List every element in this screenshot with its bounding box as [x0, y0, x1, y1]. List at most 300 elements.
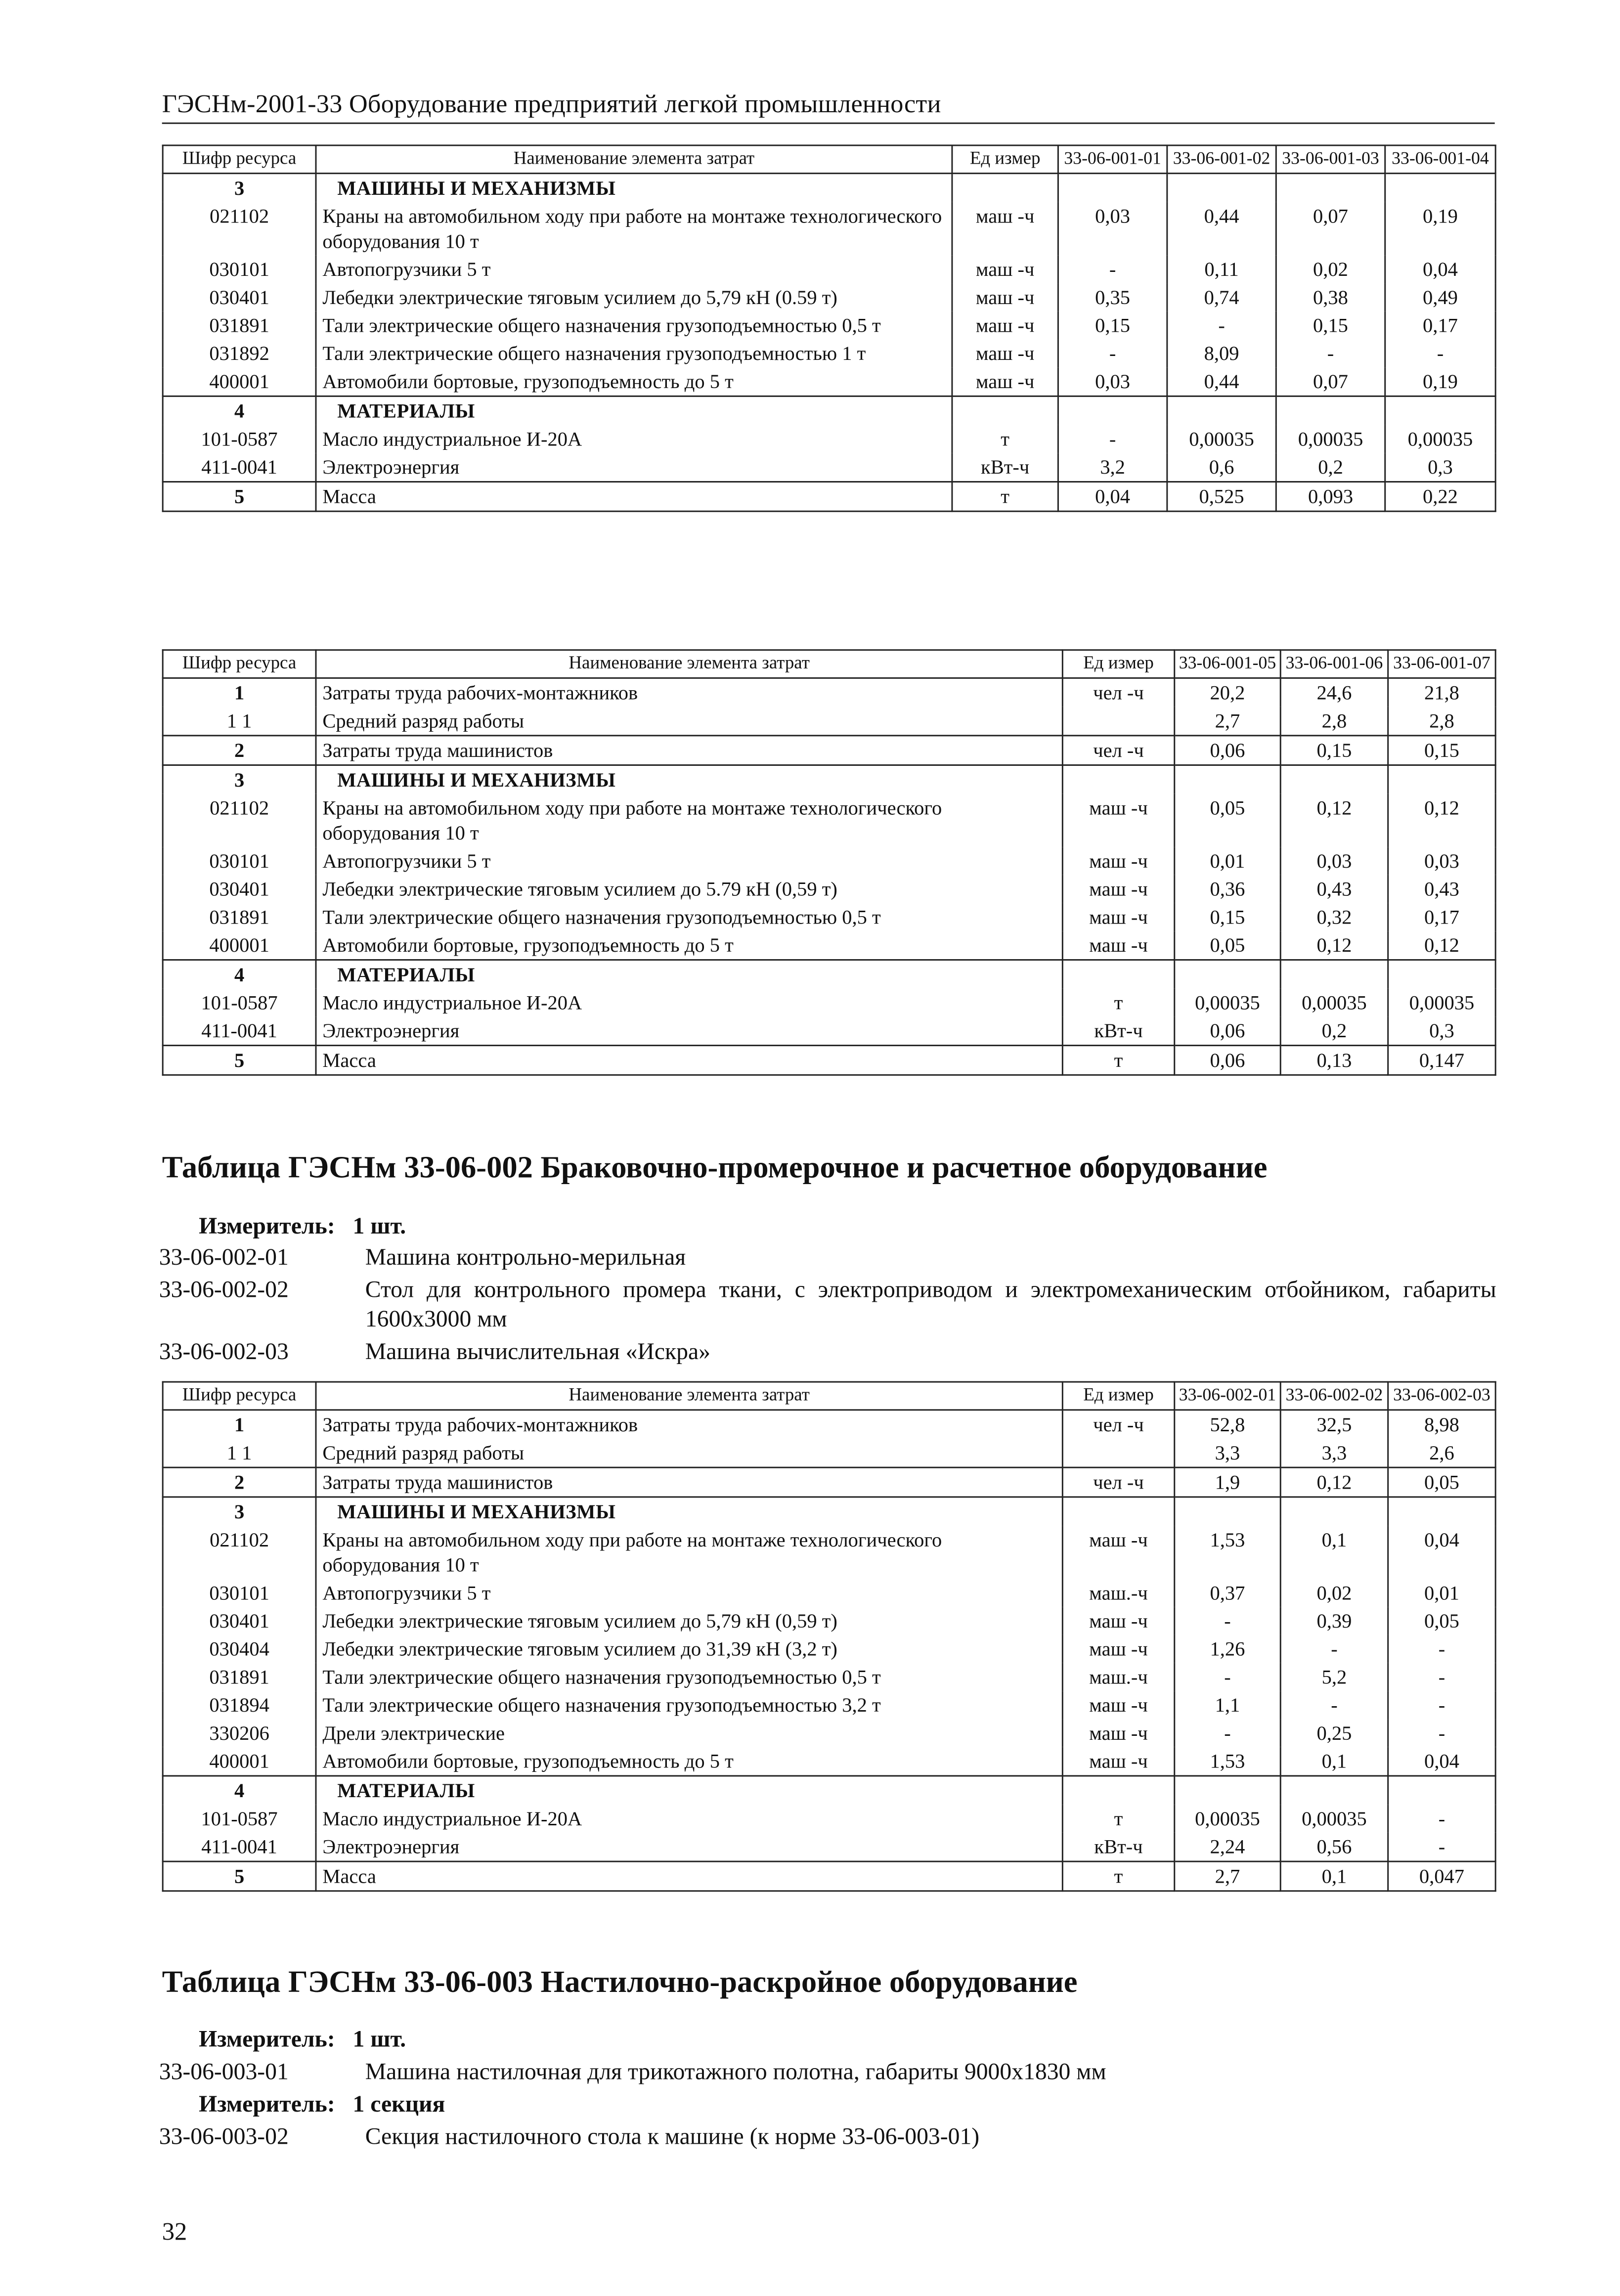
resource-code: 5: [163, 1861, 316, 1891]
resource-code: 030401: [163, 1606, 316, 1634]
norm-value: 0,15: [1388, 735, 1495, 764]
norm-value: 0,12: [1388, 930, 1495, 959]
cost-element-name: Тали электрические общего назначения грузоподъемностью 3,2 т: [316, 1690, 1062, 1719]
empty-cell: [1062, 959, 1174, 988]
norm-value: 0,04: [1388, 1746, 1495, 1775]
norm-value: 0,2: [1276, 452, 1385, 481]
norm-value: 0,17: [1385, 310, 1495, 339]
group-row: [163, 1775, 1495, 1804]
cost-element-name: Затраты труда машинистов: [316, 1467, 1062, 1497]
header-name: Наименование элемента затрат: [316, 1382, 1062, 1409]
table-row: [163, 481, 1495, 511]
cost-element-name: Электроэнергия: [316, 452, 952, 481]
meter-002: [199, 1213, 406, 1242]
resource-code: 3: [163, 764, 316, 793]
norm-value: 0,38: [1276, 283, 1385, 311]
norm-value: 0,56: [1280, 1832, 1388, 1860]
norm-value: 0,03: [1388, 846, 1495, 875]
running-header: [162, 86, 1495, 124]
group-name: МАШИНЫ И МЕХАНИЗМЫ: [316, 764, 1062, 793]
norm-value: 0,00035: [1167, 424, 1276, 452]
resource-code: 031891: [163, 310, 316, 339]
empty-cell: [1058, 173, 1167, 201]
norm-value: 2,8: [1280, 706, 1388, 735]
resource-table-001-a-body: [163, 145, 1495, 511]
cost-element-name: Тали электрические общего назначения грузоподъемностью 0,5 т: [316, 1662, 1062, 1690]
norm-value: -: [1058, 424, 1167, 452]
norm-value: 0,03: [1058, 201, 1167, 254]
norm-value: 0,13: [1280, 1045, 1388, 1074]
resource-code: 101-0587: [163, 1804, 316, 1832]
norm-value: 0,00035: [1276, 424, 1385, 452]
unit-cell: маш -ч: [952, 201, 1058, 254]
norm-value: 0,12: [1280, 1467, 1388, 1497]
norm-value: 0,05: [1175, 793, 1280, 846]
table-row: [163, 1634, 1495, 1662]
norm-value: -: [1388, 1832, 1495, 1860]
norm-value: -: [1388, 1662, 1495, 1690]
table-row: [163, 1045, 1495, 1074]
meter-003-b-label: Измеритель:: [199, 2092, 335, 2118]
empty-cell: [1167, 396, 1276, 424]
unit-cell: т: [952, 481, 1058, 511]
norm-value: 0,01: [1388, 1578, 1495, 1606]
table-row: [163, 1861, 1495, 1891]
norm-value: -: [1175, 1719, 1280, 1747]
norm-code: 33-06-002-02: [159, 1278, 289, 1303]
norm-value: 32,5: [1280, 1409, 1388, 1438]
table-row: [163, 1719, 1495, 1747]
header-norm-col: 33-06-001-04: [1385, 145, 1495, 173]
norm-code: 33-06-002-01: [159, 1245, 289, 1271]
table-row: [163, 846, 1495, 875]
cost-element-name: Масло индустриальное И-20А: [316, 424, 952, 452]
resource-table-001-b: [162, 649, 1496, 1075]
table-row: [163, 902, 1495, 930]
unit-cell: маш -ч: [1062, 902, 1174, 930]
norm-value: 0,12: [1280, 930, 1388, 959]
unit-cell: маш -ч: [1062, 874, 1174, 902]
norm-value: 2,6: [1388, 1438, 1495, 1466]
resource-table-002-body: [163, 1382, 1495, 1890]
unit-cell: т: [1062, 988, 1174, 1016]
unit-cell: маш.-ч: [1062, 1578, 1174, 1606]
table-row: [163, 930, 1495, 959]
empty-cell: [1175, 1775, 1280, 1804]
norm-value: 0,43: [1388, 874, 1495, 902]
resource-code: 5: [163, 481, 316, 511]
group-name: МАШИНЫ И МЕХАНИЗМЫ: [316, 173, 952, 201]
table-row: [163, 1606, 1495, 1634]
group-row: [163, 173, 1495, 201]
norm-value: 0,1: [1280, 1746, 1388, 1775]
resource-code: 031891: [163, 902, 316, 930]
resource-code: 1: [163, 677, 316, 706]
header-row: [163, 145, 1495, 173]
norm-value: 0,32: [1280, 902, 1388, 930]
norm-value: 0,00035: [1280, 988, 1388, 1016]
norm-code: 33-06-003-02: [159, 2124, 289, 2150]
norm-value: 0,1: [1280, 1861, 1388, 1891]
resource-code: 021102: [163, 201, 316, 254]
unit-cell: [1062, 1438, 1174, 1466]
norm-value: 0,17: [1388, 902, 1495, 930]
section-title-002: Таблица ГЭСНм 33-06-002 Браковочно-промерочное и расчетное оборудование: [162, 1149, 1268, 1185]
norm-value: 2,8: [1388, 706, 1495, 735]
group-row: [163, 1496, 1495, 1525]
resource-code: 3: [163, 1496, 316, 1525]
norm-value: 0,00035: [1388, 988, 1495, 1016]
table-row: [163, 255, 1495, 283]
norm-value: 3,3: [1280, 1438, 1388, 1466]
resource-table-001-a: [162, 144, 1496, 511]
empty-cell: [1388, 1775, 1495, 1804]
header-norm-col: 33-06-001-05: [1175, 650, 1280, 677]
norm-value: 0,02: [1276, 255, 1385, 283]
cost-element-name: Тали электрические общего назначения грузоподъемностью 0,5 т: [316, 310, 952, 339]
norm-value: 3,2: [1058, 452, 1167, 481]
norm-text: Машина настилочная для трикотажного полотна, габариты 9000х1830 мм: [365, 2060, 1106, 2085]
cost-element-name: Автопогрузчики 5 т: [316, 846, 1062, 875]
norm-code: 33-06-003-01: [159, 2060, 289, 2085]
unit-cell: маш -ч: [1062, 1719, 1174, 1747]
meter-002-value: 1 шт.: [352, 1214, 406, 1240]
resource-code: 030404: [163, 1634, 316, 1662]
table-row: [163, 310, 1495, 339]
norm-value: 0,05: [1388, 1606, 1495, 1634]
unit-cell: чел -ч: [1062, 1409, 1174, 1438]
cost-element-name: Автопогрузчики 5 т: [316, 1578, 1062, 1606]
cost-element-name: Масса: [316, 1045, 1062, 1074]
cost-element-name: Электроэнергия: [316, 1016, 1062, 1045]
unit-cell: маш -ч: [952, 310, 1058, 339]
norm-text: Машина вычислительная «Искра»: [365, 1340, 710, 1365]
resource-code: 030101: [163, 255, 316, 283]
norm-value: 0,06: [1175, 1045, 1280, 1074]
norm-value: -: [1058, 255, 1167, 283]
header-norm-col: 33-06-002-03: [1388, 1382, 1495, 1409]
norm-value: 21,8: [1388, 677, 1495, 706]
unit-cell: [1062, 706, 1174, 735]
norm-value: 0,047: [1388, 1861, 1495, 1891]
norm-value: 0,04: [1058, 481, 1167, 511]
resource-code: 031894: [163, 1690, 316, 1719]
table-row: [163, 283, 1495, 311]
empty-cell: [1385, 173, 1495, 201]
norm-value: 52,8: [1175, 1409, 1280, 1438]
group-name: МАТЕРИАЛЫ: [316, 959, 1062, 988]
empty-cell: [1388, 959, 1495, 988]
resource-code: 2: [163, 735, 316, 764]
header-unit: Ед измер: [1062, 650, 1174, 677]
meter-002-label: Измеритель:: [199, 1214, 335, 1240]
norm-value: -: [1388, 1719, 1495, 1747]
norm-value: 0,15: [1175, 902, 1280, 930]
norm-value: 8,09: [1167, 339, 1276, 367]
norm-value: -: [1385, 339, 1495, 367]
norm-value: 0,07: [1276, 201, 1385, 254]
cost-element-name: Масло индустриальное И-20А: [316, 1804, 1062, 1832]
empty-cell: [1280, 1775, 1388, 1804]
header-code: Шифр ресурса: [163, 650, 316, 677]
norm-value: 20,2: [1175, 677, 1280, 706]
resource-code: 1: [163, 1409, 316, 1438]
norm-value: 0,00035: [1175, 988, 1280, 1016]
header-code: Шифр ресурса: [163, 145, 316, 173]
norm-value: 0,12: [1388, 793, 1495, 846]
unit-cell: маш -ч: [952, 255, 1058, 283]
resource-table-001-b-body: [163, 650, 1495, 1074]
group-row: [163, 959, 1495, 988]
norm-value: 0,49: [1385, 283, 1495, 311]
table-row: [163, 874, 1495, 902]
norm-value: -: [1388, 1690, 1495, 1719]
empty-cell: [1062, 764, 1174, 793]
norm-value: -: [1175, 1662, 1280, 1690]
unit-cell: маш -ч: [1062, 1746, 1174, 1775]
norm-value: 0,43: [1280, 874, 1388, 902]
empty-cell: [1175, 959, 1280, 988]
table-row: [163, 1409, 1495, 1438]
cost-element-name: Автомобили бортовые, грузоподъемность до 5 т: [316, 930, 1062, 959]
header-unit: Ед измер: [1062, 1382, 1174, 1409]
norm-value: 0,00035: [1175, 1804, 1280, 1832]
cost-element-name: Электроэнергия: [316, 1832, 1062, 1860]
unit-cell: чел -ч: [1062, 1467, 1174, 1497]
resource-code: 411-0041: [163, 1016, 316, 1045]
cost-element-name: Тали электрические общего назначения грузоподъемностью 0,5 т: [316, 902, 1062, 930]
norm-value: 1,53: [1175, 1525, 1280, 1578]
norm-value: -: [1388, 1634, 1495, 1662]
cost-element-name: Масло индустриальное И-20А: [316, 988, 1062, 1016]
norm-text: Стол для контрольного промера ткани, с электроприводом и электромеханическим отбойником, габариты 1600х3000 мм: [365, 1278, 1496, 1333]
table-row: [163, 452, 1495, 481]
cost-element-name: Средний разряд работы: [316, 1438, 1062, 1466]
resource-code: 021102: [163, 793, 316, 846]
unit-cell: маш -ч: [1062, 1606, 1174, 1634]
page-number: 32: [162, 2217, 187, 2246]
resource-code: 400001: [163, 1746, 316, 1775]
table-row: [163, 1746, 1495, 1775]
table-row: [163, 988, 1495, 1016]
meter-003-a: [199, 2026, 406, 2056]
group-name: МАТЕРИАЛЫ: [316, 396, 952, 424]
unit-cell: чел -ч: [1062, 735, 1174, 764]
header-code: Шифр ресурса: [163, 1382, 316, 1409]
resource-code: 030401: [163, 283, 316, 311]
norm-value: 0,3: [1388, 1016, 1495, 1045]
norm-value: 0,22: [1385, 481, 1495, 511]
resource-code: 031891: [163, 1662, 316, 1690]
resource-code: 4: [163, 959, 316, 988]
norm-value: 0,35: [1058, 283, 1167, 311]
norm-value: 0,07: [1276, 367, 1385, 396]
norm-value: 1,26: [1175, 1634, 1280, 1662]
table-row: [163, 1525, 1495, 1578]
norm-value: 8,98: [1388, 1409, 1495, 1438]
empty-cell: [1058, 396, 1167, 424]
empty-cell: [1280, 764, 1388, 793]
empty-cell: [1280, 959, 1388, 988]
table-row: [163, 735, 1495, 764]
resource-code: 030401: [163, 874, 316, 902]
unit-cell: маш -ч: [952, 339, 1058, 367]
norm-value: 0,04: [1385, 255, 1495, 283]
cost-element-name: Лебедки электрические тяговым усилием до 31,39 кН (3,2 т): [316, 1634, 1062, 1662]
resource-code: 030101: [163, 846, 316, 875]
norm-value: 0,15: [1276, 310, 1385, 339]
empty-cell: [1175, 1496, 1280, 1525]
empty-cell: [1388, 1496, 1495, 1525]
unit-cell: маш -ч: [1062, 1690, 1174, 1719]
resource-code: 5: [163, 1045, 316, 1074]
cost-element-name: Лебедки электрические тяговым усилием до 5,79 кН (0,59 т): [316, 1606, 1062, 1634]
meter-003-a-value: 1 шт.: [352, 2027, 406, 2053]
unit-cell: кВт-ч: [1062, 1832, 1174, 1860]
group-row: [163, 396, 1495, 424]
meter-003-b: [199, 2091, 445, 2120]
unit-cell: т: [952, 424, 1058, 452]
norm-value: 0,05: [1388, 1467, 1495, 1497]
norm-value: 0,04: [1388, 1525, 1495, 1578]
header-norm-col: 33-06-001-07: [1388, 650, 1495, 677]
resource-code: 4: [163, 396, 316, 424]
empty-cell: [1385, 396, 1495, 424]
table-row: [163, 424, 1495, 452]
empty-cell: [1388, 764, 1495, 793]
norm-value: 0,36: [1175, 874, 1280, 902]
unit-cell: т: [1062, 1045, 1174, 1074]
norm-value: 1,53: [1175, 1746, 1280, 1775]
table-row: [163, 1804, 1495, 1832]
norm-value: 0,74: [1167, 283, 1276, 311]
resource-code: 1 1: [163, 706, 316, 735]
norm-value: 2,24: [1175, 1832, 1280, 1860]
norm-value: 0,06: [1175, 1016, 1280, 1045]
cost-element-name: Масса: [316, 481, 952, 511]
norm-value: 0,05: [1175, 930, 1280, 959]
resource-code: 3: [163, 173, 316, 201]
empty-cell: [1062, 1496, 1174, 1525]
norm-value: 2,7: [1175, 706, 1280, 735]
unit-cell: маш -ч: [1062, 793, 1174, 846]
header-norm-col: 33-06-001-01: [1058, 145, 1167, 173]
norm-value: 0,03: [1058, 367, 1167, 396]
resource-code: 400001: [163, 367, 316, 396]
table-row: [163, 677, 1495, 706]
norm-value: 0,15: [1280, 735, 1388, 764]
header-norm-col: 33-06-002-01: [1175, 1382, 1280, 1409]
norm-value: 0,01: [1175, 846, 1280, 875]
header-row: [163, 1382, 1495, 1409]
resource-code: 021102: [163, 1525, 316, 1578]
unit-cell: маш -ч: [952, 283, 1058, 311]
cost-element-name: Краны на автомобильном ходу при работе на монтаже технологического оборудования 10 т: [316, 201, 952, 254]
norm-value: 0,06: [1175, 735, 1280, 764]
norm-value: 0,2: [1280, 1016, 1388, 1045]
unit-cell: кВт-ч: [1062, 1016, 1174, 1045]
group-name: МАШИНЫ И МЕХАНИЗМЫ: [316, 1496, 1062, 1525]
resource-code: 330206: [163, 1719, 316, 1747]
running-header-title: ГЭСНм-2001-33 Оборудование предприятий легкой промышленности: [162, 88, 941, 118]
table-row: [163, 367, 1495, 396]
norm-value: 0,44: [1167, 201, 1276, 254]
norm-value: 2,7: [1175, 1861, 1280, 1891]
empty-cell: [1167, 173, 1276, 201]
cost-element-name: Лебедки электрические тяговым усилием до 5.79 кН (0,59 т): [316, 874, 1062, 902]
norm-value: 0,03: [1280, 846, 1388, 875]
group-name: МАТЕРИАЛЫ: [316, 1775, 1062, 1804]
cost-element-name: Затраты труда рабочих-монтажников: [316, 677, 1062, 706]
table-row: [163, 1016, 1495, 1045]
norm-value: 0,19: [1385, 201, 1495, 254]
cost-element-name: Затраты труда рабочих-монтажников: [316, 1409, 1062, 1438]
empty-cell: [1062, 1775, 1174, 1804]
norm-value: 24,6: [1280, 677, 1388, 706]
resource-code: 411-0041: [163, 452, 316, 481]
resource-code: 2: [163, 1467, 316, 1497]
norm-value: 0,00035: [1280, 1804, 1388, 1832]
norm-code: 33-06-002-03: [159, 1340, 289, 1365]
cost-element-name: Затраты труда машинистов: [316, 735, 1062, 764]
norm-value: 1,9: [1175, 1467, 1280, 1497]
unit-cell: маш -ч: [1062, 1525, 1174, 1578]
resource-code: 4: [163, 1775, 316, 1804]
norm-value: 0,37: [1175, 1578, 1280, 1606]
norm-value: -: [1167, 310, 1276, 339]
table-row: [163, 1578, 1495, 1606]
header-name: Наименование элемента затрат: [316, 650, 1062, 677]
header-name: Наименование элемента затрат: [316, 145, 952, 173]
norm-text: Машина контрольно-мерильная: [365, 1245, 686, 1271]
empty-cell: [1276, 173, 1385, 201]
resource-code: 030101: [163, 1578, 316, 1606]
unit-cell: маш.-ч: [1062, 1662, 1174, 1690]
empty-cell: [1276, 396, 1385, 424]
unit-cell: маш -ч: [1062, 846, 1174, 875]
norm-value: -: [1276, 339, 1385, 367]
cost-element-name: Автомобили бортовые, грузоподъемность до 5 т: [316, 367, 952, 396]
norm-value: -: [1280, 1690, 1388, 1719]
norm-value: 0,11: [1167, 255, 1276, 283]
unit-cell: кВт-ч: [952, 452, 1058, 481]
table-row: [163, 706, 1495, 735]
cost-element-name: Средний разряд работы: [316, 706, 1062, 735]
norm-value: 0,093: [1276, 481, 1385, 511]
resource-code: 101-0587: [163, 988, 316, 1016]
norm-value: 0,00035: [1385, 424, 1495, 452]
empty-cell: [952, 173, 1058, 201]
resource-code: 031892: [163, 339, 316, 367]
cost-element-name: Краны на автомобильном ходу при работе на монтаже технологического оборудования 10 т: [316, 793, 1062, 846]
norm-value: 0,6: [1167, 452, 1276, 481]
cost-element-name: Автомобили бортовые, грузоподъемность до 5 т: [316, 1746, 1062, 1775]
table-row: [163, 1832, 1495, 1860]
cost-element-name: Автопогрузчики 5 т: [316, 255, 952, 283]
table-row: [163, 1662, 1495, 1690]
cost-element-name: Масса: [316, 1861, 1062, 1891]
table-row: [163, 1467, 1495, 1497]
norm-value: 0,525: [1167, 481, 1276, 511]
resource-code: 400001: [163, 930, 316, 959]
norm-value: -: [1280, 1634, 1388, 1662]
meter-003-b-value: 1 секция: [352, 2092, 445, 2118]
resource-code: 411-0041: [163, 1832, 316, 1860]
norm-value: 0,3: [1385, 452, 1495, 481]
empty-cell: [952, 396, 1058, 424]
cost-element-name: Лебедки электрические тяговым усилием до 5,79 кН (0.59 т): [316, 283, 952, 311]
norm-value: 0,39: [1280, 1606, 1388, 1634]
